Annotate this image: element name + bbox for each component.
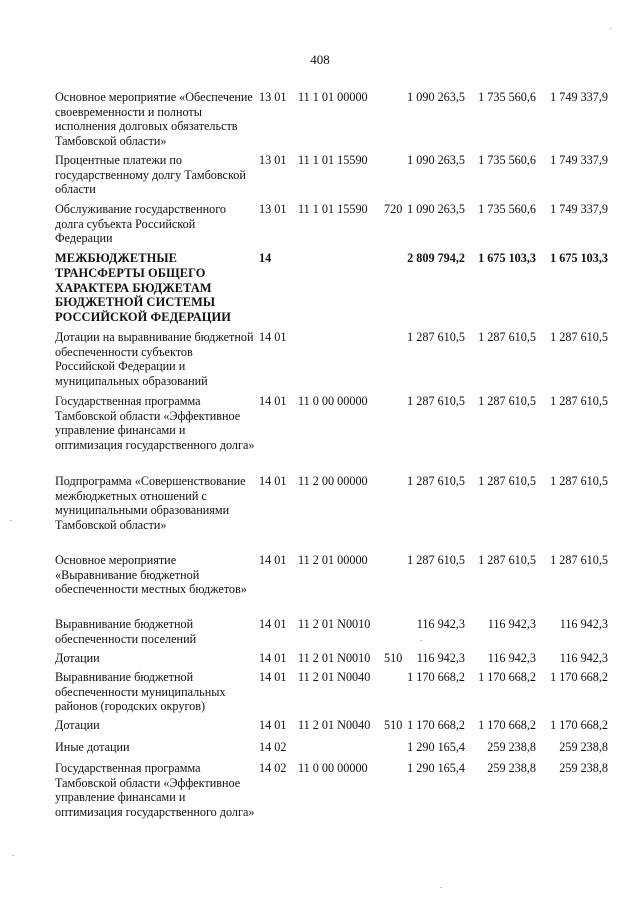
row-value-year3: 1 170 668,2 [550, 718, 608, 732]
row-value-year2: 116 942,3 [487, 651, 536, 665]
row-value-year1: 1 287 610,5 [407, 474, 465, 488]
row-target-article: 11 1 01 00000 [298, 90, 368, 104]
row-section: 14 [259, 251, 272, 265]
row-section: 14 01 [259, 617, 287, 631]
row-expense-type: 720 [384, 202, 403, 216]
row-value-year2: 1 675 103,3 [478, 251, 536, 265]
row-value-year2: 259 238,8 [487, 740, 536, 754]
row-value-year2: 1 287 610,5 [478, 330, 536, 344]
row-target-article: 11 2 00 00000 [298, 474, 368, 488]
row-name: МЕЖБЮДЖЕТНЫЕ ТРАНСФЕРТЫ ОБЩЕГО ХАРАКТЕРА БЮДЖЕТАМ БЮДЖЕТНОЙ СИСТЕМЫ РОССИЙСКОЙ ФЕДЕРАЦИИ [55, 251, 231, 325]
row-expense-type: 510 [384, 651, 403, 665]
row-value-year3: 1 287 610,5 [550, 553, 608, 567]
row-name: Подпрограмма «Совершенствование межбюджетных отношений с муниципальными образованиями Тамбовской области» [55, 474, 246, 532]
row-name: Дотации на выравнивание бюджетной обеспеченности субъектов Российской Федерации и муниципальных образований [55, 330, 254, 388]
row-value-year1: 1 090 263,5 [407, 153, 465, 167]
row-section: 14 01 [259, 651, 287, 665]
row-section: 14 01 [259, 394, 287, 408]
row-value-year1: 1 290 165,4 [407, 740, 465, 754]
row-value-year3: 259 238,8 [559, 740, 608, 754]
row-value-year1: 1 287 610,5 [407, 553, 465, 567]
row-target-article: 11 1 01 15590 [298, 153, 368, 167]
row-value-year2: 1 170 668,2 [478, 718, 536, 732]
row-value-year3: 116 942,3 [559, 617, 608, 631]
row-section: 14 01 [259, 553, 287, 567]
row-value-year3: 259 238,8 [559, 761, 608, 775]
row-value-year2: 1 735 560,6 [478, 153, 536, 167]
row-target-article: 11 2 01 00000 [298, 553, 368, 567]
row-name: Государственная программа Тамбовской области «Эффективное управление финансами и оптимизация государственного долга» [55, 394, 255, 452]
row-name: Дотации [55, 651, 100, 665]
scan-speck [10, 520, 12, 521]
row-section: 14 01 [259, 718, 287, 732]
row-value-year1: 116 942,3 [416, 617, 465, 631]
row-name: Выравнивание бюджетной обеспеченности муниципальных районов (городских округов) [55, 670, 226, 714]
row-section: 14 02 [259, 761, 287, 775]
row-value-year3: 1 287 610,5 [550, 394, 608, 408]
row-value-year2: 1 287 610,5 [478, 474, 536, 488]
row-name: Государственная программа Тамбовской области «Эффективное управление финансами и оптимизация государственного долга» [55, 761, 255, 819]
row-target-article: 11 0 00 00000 [298, 394, 368, 408]
row-section: 14 02 [259, 740, 287, 754]
row-value-year2: 1 735 560,6 [478, 202, 536, 216]
row-section: 14 01 [259, 474, 287, 488]
row-name: Процентные платежи по государственному долгу Тамбовской области [55, 153, 246, 197]
row-value-year1: 1 170 668,2 [407, 670, 465, 684]
row-value-year1: 1 287 610,5 [407, 330, 465, 344]
row-name: Иные дотации [55, 740, 130, 754]
row-target-article: 11 1 01 15590 [298, 202, 368, 216]
row-value-year1: 1 090 263,5 [407, 202, 465, 216]
row-value-year1: 1 290 165,4 [407, 761, 465, 775]
row-name: Дотации [55, 718, 100, 732]
row-value-year3: 1 287 610,5 [550, 330, 608, 344]
row-value-year3: 1 287 610,5 [550, 474, 608, 488]
row-value-year3: 1 749 337,9 [550, 90, 608, 104]
row-value-year2: 1 170 668,2 [478, 670, 536, 684]
row-target-article: 11 2 01 N0010 [298, 651, 371, 665]
row-name: Обслуживание государственного долга субъекта Российской Федерации [55, 202, 226, 246]
scan-speck [440, 887, 442, 888]
row-section: 14 01 [259, 670, 287, 684]
row-value-year1: 116 942,3 [416, 651, 465, 665]
scan-speck [12, 855, 14, 856]
row-value-year3: 1 675 103,3 [550, 251, 608, 265]
page-number: 408 [310, 52, 330, 67]
row-target-article: 11 0 00 00000 [298, 761, 368, 775]
row-section: 13 01 [259, 202, 287, 216]
row-value-year2: 1 287 610,5 [478, 553, 536, 567]
row-name: Основное мероприятие «Обеспечение своевременности и полноты исполнения долговых обязательств Тамбовской области» [55, 90, 253, 148]
row-value-year2: 116 942,3 [487, 617, 536, 631]
row-value-year1: 1 287 610,5 [407, 394, 465, 408]
row-value-year2: 1 735 560,6 [478, 90, 536, 104]
row-section: 13 01 [259, 153, 287, 167]
row-value-year3: 1 170 668,2 [550, 670, 608, 684]
row-section: 14 01 [259, 330, 287, 344]
row-value-year3: 116 942,3 [559, 651, 608, 665]
scan-speck [610, 28, 612, 29]
row-name: Основное мероприятие «Выравнивание бюджетной обеспеченности местных бюджетов» [55, 553, 247, 597]
row-name: Выравнивание бюджетной обеспеченности поселений [55, 617, 197, 646]
row-value-year1: 1 170 668,2 [407, 718, 465, 732]
row-expense-type: 510 [384, 718, 403, 732]
row-value-year2: 259 238,8 [487, 761, 536, 775]
row-value-year1: 2 809 794,2 [407, 251, 465, 265]
row-value-year2: 1 287 610,5 [478, 394, 536, 408]
row-value-year1: 1 090 263,5 [407, 90, 465, 104]
scan-speck [420, 640, 422, 641]
row-target-article: 11 2 01 N0040 [298, 670, 371, 684]
row-target-article: 11 2 01 N0040 [298, 718, 371, 732]
row-value-year3: 1 749 337,9 [550, 153, 608, 167]
row-target-article: 11 2 01 N0010 [298, 617, 371, 631]
row-value-year3: 1 749 337,9 [550, 202, 608, 216]
row-section: 13 01 [259, 90, 287, 104]
